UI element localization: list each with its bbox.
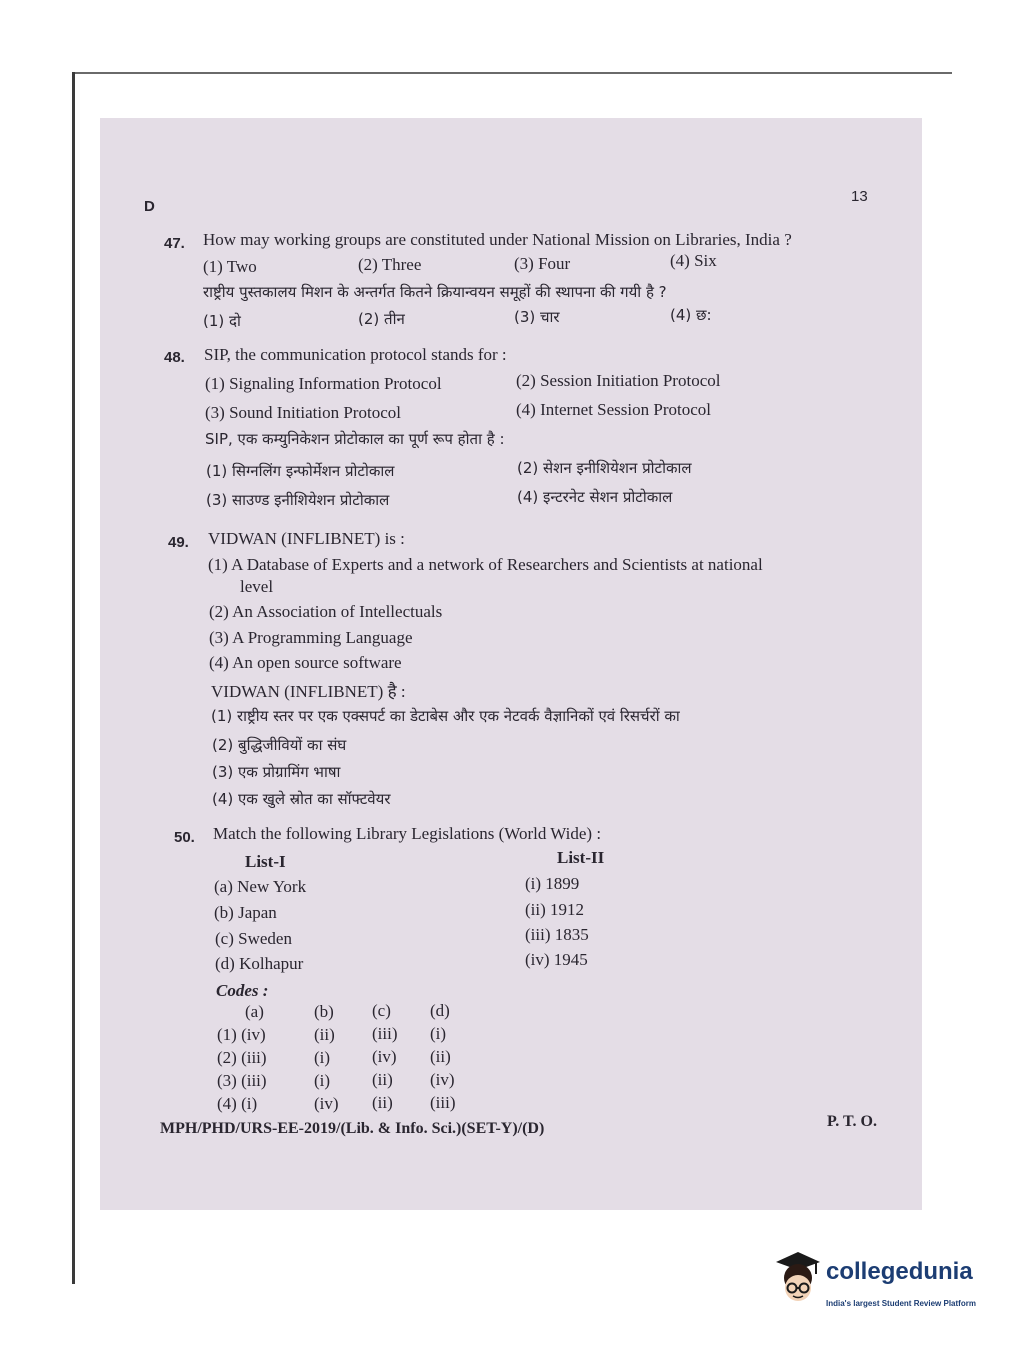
- option-hi: (3) एक प्रोग्रामिंग भाषा: [212, 763, 341, 781]
- brand-name: collegedunia: [826, 1258, 973, 1285]
- option-hi: (2) बुद्धिजीवियों का संघ: [212, 736, 347, 754]
- mascot-icon: [768, 1248, 824, 1318]
- page-number: 13: [851, 188, 868, 205]
- question-number: 50.: [174, 829, 195, 846]
- list-2-item: (i) 1899: [525, 874, 580, 893]
- codes-label: Codes :: [216, 981, 269, 1000]
- question-text-en: SIP, the communication protocol stands for :: [204, 345, 507, 364]
- option-en-continued: level: [240, 577, 274, 596]
- exam-page: [100, 118, 922, 1210]
- option-hi: (4) छ:: [670, 306, 712, 324]
- question-text-hi: SIP, एक कम्युनिकेशन प्रोटोकाल का पूर्ण रूप होता है :: [205, 430, 505, 448]
- list-2-item: (iv) 1945: [525, 950, 588, 969]
- codes-cell: (ii): [430, 1047, 451, 1066]
- codes-header: (a): [245, 1002, 264, 1021]
- option-hi: (3) साउण्ड इनीशियेशन प्रोटोकाल: [206, 491, 390, 509]
- codes-cell: (iii): [430, 1093, 456, 1112]
- list-1-header: List-I: [245, 852, 286, 871]
- list-1-item: (c) Sweden: [215, 929, 292, 948]
- question-number: 48.: [164, 349, 185, 366]
- list-1-item: (d) Kolhapur: [215, 954, 304, 973]
- codes-cell: (ii): [372, 1093, 393, 1112]
- option-en: (3) Four: [514, 254, 571, 273]
- option-hi: (2) सेशन इनीशियेशन प्रोटोकाल: [517, 459, 692, 477]
- question-text-hi: राष्ट्रीय पुस्तकालय मिशन के अन्तर्गत कितने क्रियान्वयन समूहों की स्थापना की गयी है ?: [203, 283, 667, 301]
- codes-cell: (ii): [372, 1070, 393, 1089]
- option-hi: (4) एक खुले स्रोत का सॉफ्टवेयर: [212, 790, 391, 808]
- option-en: (1) A Database of Experts and a network of Researchers and Scientists at national: [208, 555, 763, 574]
- codes-cell: (iii): [372, 1024, 398, 1043]
- codes-header: (d): [430, 1001, 450, 1020]
- scan-edge-left: [72, 72, 75, 1284]
- option-hi: (2) तीन: [358, 310, 405, 328]
- list-1-item: (b) Japan: [214, 903, 277, 922]
- option-en: (2) Three: [358, 255, 422, 274]
- question-text-hi: VIDWAN (INFLIBNET) है :: [211, 682, 406, 701]
- option-hi: (3) चार: [514, 308, 560, 326]
- codes-cell: (iv): [314, 1094, 339, 1113]
- option-en: (2) Session Initiation Protocol: [516, 371, 721, 390]
- option-en: (2) An Association of Intellectuals: [209, 602, 443, 621]
- codes-cell: (i): [314, 1048, 331, 1067]
- codes-cell: (ii): [314, 1025, 335, 1044]
- option-en: (3) Sound Initiation Protocol: [205, 403, 401, 422]
- codes-cell: (iv): [372, 1047, 397, 1066]
- list-2-item: (ii) 1912: [525, 900, 585, 919]
- paper-code: MPH/PHD/URS-EE-2019/(Lib. & Info. Sci.)(SET-Y)/(D): [160, 1120, 545, 1137]
- option-en: (4) Six: [670, 251, 717, 270]
- option-en: (3) A Programming Language: [209, 628, 413, 647]
- option-hi: (1) सिग्नलिंग इन्फोर्मेशन प्रोटोकाल: [206, 462, 395, 480]
- option-hi: (1) राष्ट्रीय स्तर पर एक एक्सपर्ट का डेटाबेस और एक नेटवर्क वैज्ञानिकों एवं रिसर्चरों का: [211, 707, 680, 725]
- collegedunia-watermark: [768, 1248, 993, 1318]
- list-2-item: (iii) 1835: [525, 925, 589, 944]
- codes-row-option: (2) (iii): [217, 1048, 267, 1067]
- list-1-item: (a) New York: [214, 877, 307, 896]
- pto-label: P. T. O.: [827, 1113, 877, 1130]
- codes-row-option: (1) (iv): [217, 1025, 266, 1044]
- question-number: 47.: [164, 235, 185, 252]
- codes-row-option: (3) (iii): [217, 1071, 267, 1090]
- codes-row-option: (4) (i): [217, 1094, 258, 1113]
- codes-cell: (i): [430, 1024, 447, 1043]
- brand-tagline: India's largest Student Review Platform: [826, 1299, 976, 1308]
- codes-cell: (i): [314, 1071, 331, 1090]
- option-en: (1) Signaling Information Protocol: [205, 374, 442, 393]
- option-hi: (1) दो: [203, 312, 241, 330]
- codes-header: (c): [372, 1001, 391, 1020]
- question-text-en: How may working groups are constituted under National Mission on Libraries, India ?: [203, 230, 792, 249]
- codes-header: (b): [314, 1002, 334, 1021]
- option-en: (4) Internet Session Protocol: [516, 400, 711, 419]
- list-2-header: List-II: [557, 848, 605, 867]
- option-en: (1) Two: [203, 257, 257, 276]
- scan-edge-top: [72, 72, 952, 74]
- codes-cell: (iv): [430, 1070, 455, 1089]
- question-number: 49.: [168, 534, 189, 551]
- set-code: D: [144, 198, 155, 215]
- option-hi: (4) इन्टरनेट सेशन प्रोटोकाल: [517, 488, 673, 506]
- question-text-en: Match the following Library Legislations (World Wide) :: [213, 824, 602, 843]
- option-en: (4) An open source software: [209, 653, 402, 672]
- question-text-en: VIDWAN (INFLIBNET) is :: [208, 529, 405, 548]
